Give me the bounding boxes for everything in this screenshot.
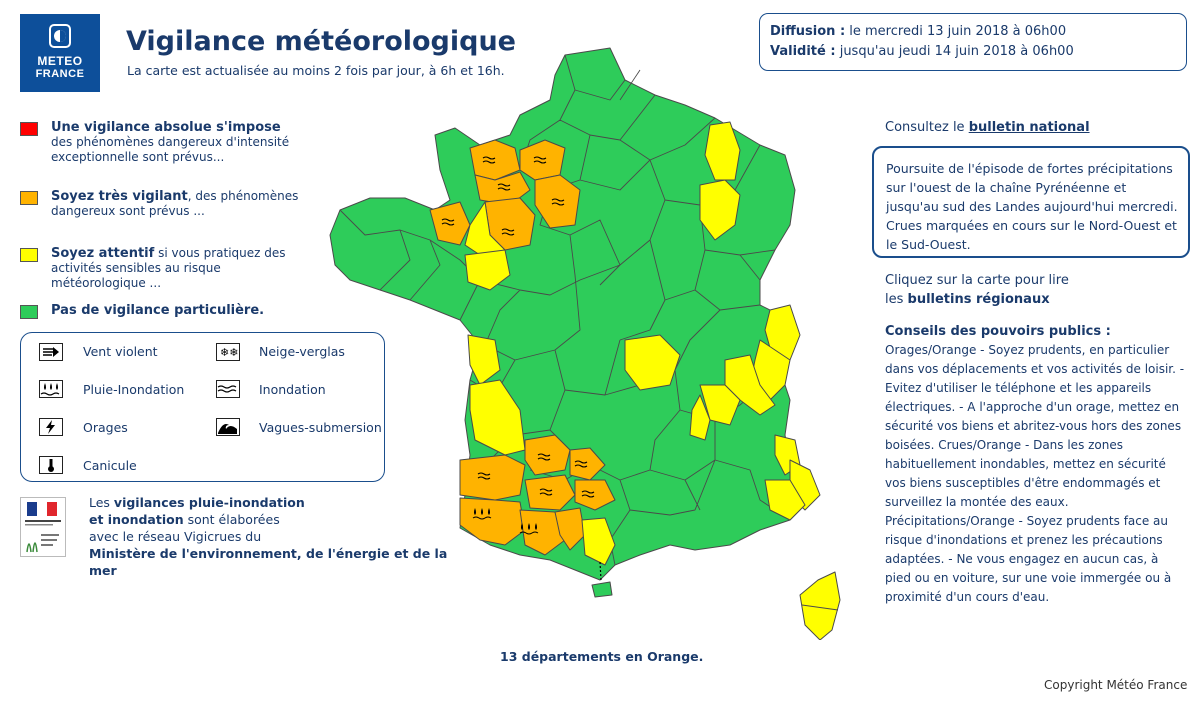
vig-ministere: Ministère de l'environnement, de l'énergie et de la mer: [89, 546, 448, 578]
legend-red-text: des phénomènes dangereux d'intensité exceptionnelle sont prévus...: [51, 135, 290, 164]
legend-yellow-bold: Soyez attentif: [51, 246, 155, 261]
green-swatch: [20, 305, 38, 319]
wind-icon: [39, 343, 63, 361]
orange-count: 13 départements en Orange.: [500, 649, 704, 664]
bulletin-national-link[interactable]: bulletin national: [968, 120, 1090, 135]
bulletin-box: Poursuite de l'épisode de fortes précipitations sur l'ouest de la chaîne Pyrénéenne et jusqu'au sud des Landes aujourd'hui mercredi. Crues marquées en cours sur le Nord-Ouest et le Sud-Ouest.: [872, 146, 1190, 258]
canicule-label: Canicule: [83, 458, 137, 473]
vagues-label: Vagues-submersion: [259, 420, 382, 435]
yellow-swatch: [20, 248, 38, 262]
neige-label: Neige-verglas: [259, 344, 345, 359]
legend-orange-text: , des phénomènes dangereux sont prévus ...: [51, 189, 299, 218]
france-vigilance-map[interactable]: [320, 40, 880, 640]
logo-text-2: FRANCE: [35, 68, 85, 80]
legend-green: [20, 303, 300, 323]
legend-red-bold: Une vigilance absolue s'impose: [51, 120, 281, 135]
consultez-text: Consultez le: [885, 120, 969, 135]
vig-mid1: et inondation: [89, 512, 184, 527]
orange-landes[interactable]: [460, 455, 525, 500]
diffusion-value: le mercredi 13 juin 2018 à 06h00: [849, 24, 1067, 39]
validite-value: jusqu'au jeudi 14 juin 2018 à 06h00: [839, 44, 1074, 59]
vig-line3: avec le réseau Vigicrues du: [89, 529, 262, 544]
bulletins-regionaux-link[interactable]: bulletins régionaux: [907, 292, 1050, 307]
legend-orange-bold: Soyez très vigilant: [51, 189, 188, 204]
legend-green-bold: Pas de vigilance particulière.: [51, 303, 265, 318]
cliquez-block: [885, 271, 1069, 309]
rain-flood-icon: [39, 380, 63, 398]
meteo-france-logo[interactable]: [20, 14, 100, 92]
storm-icon: [39, 418, 63, 436]
logo-emblem-icon: [49, 24, 71, 48]
flood-icon: [216, 380, 240, 398]
heatwave-icon: [39, 456, 63, 474]
legend-yellow-text: si vous pratiquez des activités sensibles au risque météorologique ...: [51, 246, 286, 290]
red-swatch: [20, 122, 38, 136]
les-text: les: [885, 292, 908, 307]
inondation-label: Inondation: [259, 382, 326, 397]
validite-label: Validité :: [770, 44, 836, 59]
consultez-line: [885, 120, 1090, 135]
logo-text-1: METEO: [37, 54, 83, 68]
waves-submersion-icon: [216, 418, 240, 436]
vent-label: Vent violent: [83, 344, 158, 359]
orages-label: Orages: [83, 420, 128, 435]
svg-text:❄❄: ❄❄: [220, 346, 239, 359]
diffusion-label: Diffusion :: [770, 24, 846, 39]
page-subtitle: La carte est actualisée au moins 2 fois par jour, à 6h et 16h.: [127, 63, 505, 78]
andorra[interactable]: [592, 582, 612, 597]
cliquez-text: Cliquez sur la carte pour lire: [885, 273, 1069, 288]
conseils-text: Orages/Orange - Soyez prudents, en particulier dans vos déplacements et vos activités de loisir. - Evitez d'utiliser le téléphone et les appareils électriques. - A l'approche d'un orage, mettez en sécurité vos biens et abritez-vous hors des zones boisées. Crues/Orange - Dans les zones habituellement inondables, mettez en sécurité vos biens susceptibles d'être endommagés et surveillez la montée des eaux. Précipitations/Orange - Soyez prudents face au risque d'inondations et prenez les précautions adaptées. - Ne vous engagez en aucun cas, à pied ou en voiture, sur une voie immergée ou à proximité d'un cours d'eau.: [885, 343, 1185, 604]
legend-yellow: [20, 246, 300, 296]
conseils-title: Conseils des pouvoirs publics :: [885, 324, 1111, 339]
legend-orange: [20, 189, 300, 239]
legend-red: [20, 120, 300, 180]
vig-bold1: vigilances pluie-inondation: [113, 495, 305, 510]
copyright: Copyright Météo France: [1044, 678, 1188, 692]
page-title: Vigilance météorologique: [126, 26, 516, 57]
pluie-label: Pluie-Inondation: [83, 382, 185, 397]
ministry-logo[interactable]: [20, 497, 66, 557]
orange-swatch: [20, 191, 38, 205]
snow-ice-icon: [216, 343, 240, 361]
vig-prefix: Les: [89, 495, 114, 510]
conseils-block: [885, 322, 1185, 607]
vig-mid2: sont élaborées: [183, 512, 280, 527]
